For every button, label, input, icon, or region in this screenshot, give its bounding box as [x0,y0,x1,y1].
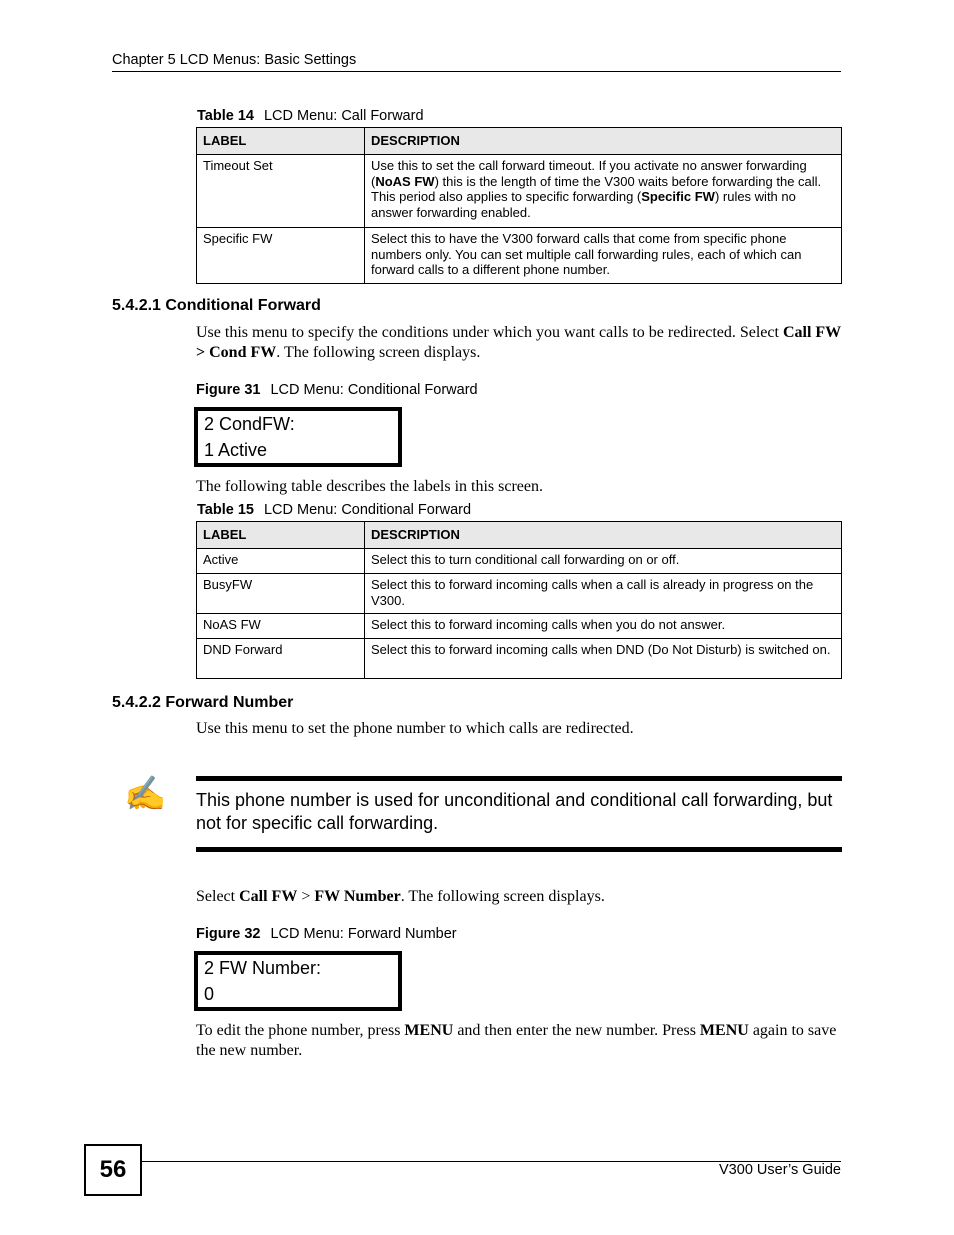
table14-row-label: Specific FW [197,228,365,284]
table-row [197,639,842,679]
table15-row-label: DND Forward [197,639,365,679]
table14-row-description [365,155,842,228]
desc-text: ) rules with no answer forwarding enabled. [371,189,796,220]
figure31-number: Figure 31 [196,382,261,398]
desc-bold: NoAS FW [375,173,435,189]
para-text: Use this menu to specify the conditions under which you want calls to be redirected. Select [196,324,783,341]
figure32-title: LCD Menu: Forward Number [270,926,457,942]
para-text: . The following screen displays. [400,888,605,905]
table15-header-description: DESCRIPTION [365,522,842,549]
lcd-screen-forward-number [194,951,402,1011]
table15-row-description: Select this to forward incoming calls when a call is already in progress on the V300. [365,574,842,614]
figure32-number: Figure 32 [196,926,261,942]
table15-intro: The following table describes the labels in this screen. [196,478,544,495]
table15-row-label: BusyFW [197,574,365,614]
note-top-rule [196,776,842,781]
para-text: To edit the phone number, press [196,1022,405,1039]
desc-bold: Specific FW [641,189,715,204]
figure31-caption [196,382,478,398]
table15-row-description: Select this to forward incoming calls when you do not answer. [365,614,842,639]
table14 [196,127,842,284]
table15-title: LCD Menu: Conditional Forward [263,502,472,518]
table14-title: LCD Menu: Call Forward [263,108,424,124]
para-bold: Call FW [239,888,298,905]
table14-row-description: Select this to have the V300 forward calls that come from specific phone numbers only. You can set multiple call forwarding rules, each of which can forward calls to a different phone number. [365,228,842,284]
edit-paragraph [196,1021,844,1061]
table14-row-label: Timeout Set [197,155,365,228]
section-heading-conditional-forward: 5.4.2.1 Conditional Forward [112,297,321,314]
lcd-line-1: 2 CondFW: [204,414,295,434]
table15-row-description: Select this to forward incoming calls when DND (Do Not Disturb) is switched on. [365,639,842,679]
table15-row-label: Active [197,549,365,574]
table14-caption [197,108,424,124]
table15 [196,521,842,679]
section-heading-forward-number: 5.4.2.2 Forward Number [112,694,294,711]
table-row [197,574,842,614]
para-bold: MENU [404,1022,454,1039]
section2-paragraph: Use this menu to set the phone number to which calls are redirected. [196,720,634,737]
figure31-title: LCD Menu: Conditional Forward [270,382,478,398]
guide-title: V300 User’s Guide [719,1162,841,1178]
table15-row-label: NoAS FW [197,614,365,639]
header-rule [112,71,841,72]
desc-text: Use this to set the call forward timeout. If you activate no answer forwarding ( [371,158,807,189]
select-paragraph [196,887,605,907]
table-row [197,549,842,574]
lcd-line-1: 2 FW Number: [204,958,322,978]
para-text: > [297,888,315,905]
page-number: 56 [84,1144,142,1196]
table-row [197,228,842,284]
para-text: . The following screen displays. [276,344,481,361]
para-text: and then enter the new number. Press [453,1022,700,1039]
desc-text: ) this is the length of time the V300 waits before forwarding the call. This period also applies to specific forwarding ( [371,173,822,204]
table14-header-description: DESCRIPTION [365,128,842,155]
lcd-line-2: 1 Active [204,440,268,460]
table14-number: Table 14 [197,108,254,124]
note-bottom-rule [196,847,842,852]
table14-header-label: LABEL [197,128,365,155]
section1-paragraph [196,323,841,363]
table15-caption [197,502,471,518]
pencil-note-icon: ✍ [124,775,167,813]
figure32-caption [196,926,457,942]
table-row [197,155,842,228]
para-bold: Call FW > Cond FW [196,324,841,361]
table15-number: Table 15 [197,502,254,518]
table15-row-description: Select this to turn conditional call forwarding on or off. [365,549,842,574]
note-text: This phone number is used for unconditional and conditional call forwarding, but not for specific call forwarding. [196,790,833,833]
para-text: again to save the new number. [196,1022,837,1059]
chapter-header: Chapter 5 LCD Menus: Basic Settings [112,52,357,68]
table-row [197,614,842,639]
para-bold: MENU [699,1022,749,1039]
para-bold: FW Number [314,888,401,905]
para-text: Select [196,888,240,905]
table15-header-label: LABEL [197,522,365,549]
lcd-line-2: 0 [204,984,215,1004]
lcd-screen-conditional-forward [194,407,402,467]
